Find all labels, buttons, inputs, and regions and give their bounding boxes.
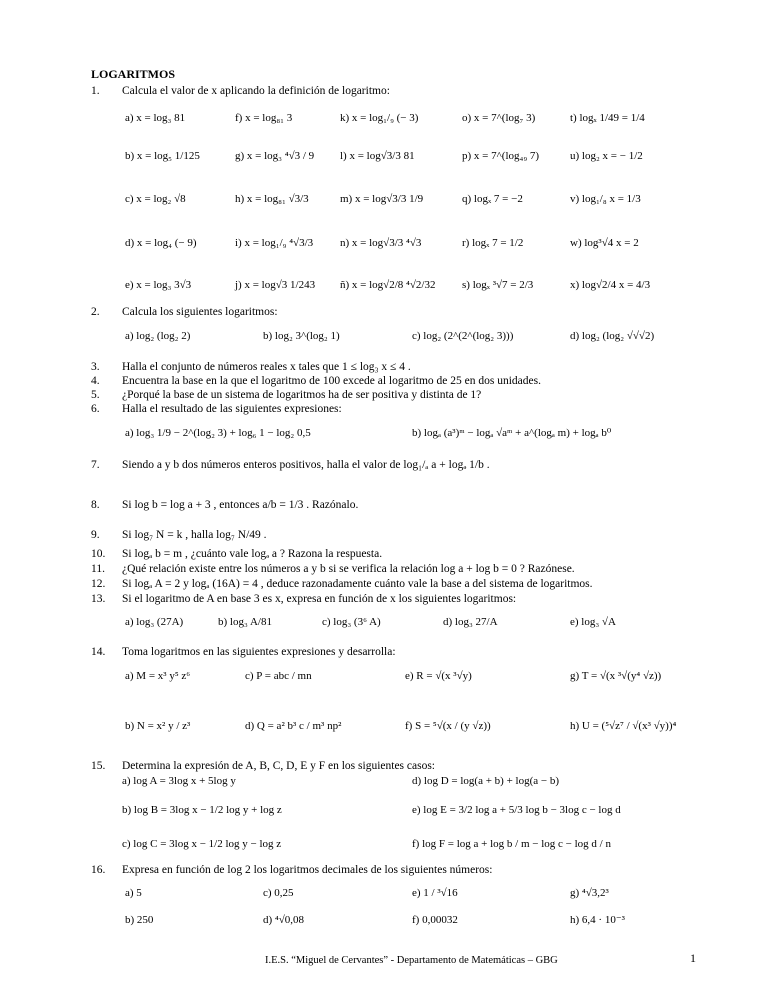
formula-item: b) N = x² y / z³ — [125, 720, 191, 732]
exercise-text: Halla el resultado de las siguientes expresiones: — [122, 403, 342, 415]
formula-item: b) 250 — [125, 914, 154, 926]
formula-item: f) S = ⁵√(x / (y √z)) — [405, 720, 491, 732]
formula-item: b) log₃ A/81 — [218, 616, 272, 628]
exercise-number: 8. — [91, 499, 100, 511]
exercise-text: Si el logaritmo de A en base 3 es x, expresa en función de x los siguientes logaritmos: — [122, 593, 517, 605]
formula-item: a) log₃ 1/9 − 2^(log₂ 3) + log₆ 1 − log₂ 0,5 — [125, 427, 311, 439]
formula-item: x) log√2/4 x = 4/3 — [570, 279, 651, 291]
formula-item: b) logₐ (a³)ᵐ − logₐ √aᵐ + a^(logₐ m) + logₐ b⁰ — [412, 427, 612, 439]
exercise-text: Calcula el valor de x aplicando la definición de logaritmo: — [122, 85, 390, 97]
document-title: LOGARITMOS — [91, 67, 176, 81]
exercise-text: Encuentra la base en la que el logaritmo de 100 excede al logaritmo de 25 en dos unidades. — [122, 375, 541, 387]
formula-item: w) log³√4 x = 2 — [570, 237, 639, 249]
formula-item: s) logₓ ³√7 = 2/3 — [462, 279, 534, 291]
formula-item: g) ⁴√3,2³ — [570, 887, 609, 899]
exercise-number: 7. — [91, 459, 100, 471]
exercise-text: Toma logaritmos en las siguientes expresiones y desarrolla: — [122, 646, 396, 658]
exercise-number: 4. — [91, 375, 100, 387]
exercise-number: 5. — [91, 389, 100, 401]
formula-item: a) log₂ (log₂ 2) — [125, 330, 191, 342]
formula-item: f) x = log₈₁ 3 — [235, 112, 293, 124]
exercise-number: 15. — [91, 760, 106, 772]
exercise-text: Expresa en función de log 2 los logaritmos decimales de los siguientes números: — [122, 864, 493, 876]
page-footer: I.E.S. “Miguel de Cervantes” - Departamento de Matemáticas – GBG — [265, 955, 558, 966]
formula-item: i) x = log₁/₉ ⁴√3/3 — [235, 237, 314, 249]
exercise-text: Si log b = log a + 3 , entonces a/b = 1/3 . Razónalo. — [122, 499, 359, 511]
formula-item: c) x = log₂ √8 — [125, 193, 186, 205]
formula-item: a) 5 — [125, 887, 142, 899]
page-number: 1 — [690, 951, 696, 965]
formula-item: t) logₓ 1/49 = 1/4 — [570, 112, 645, 124]
formula-item: a) x = log₃ 81 — [125, 112, 186, 124]
formula-item: e) log₃ √A — [570, 616, 616, 628]
formula-item: h) 6,4 · 10⁻³ — [570, 914, 625, 926]
formula-item: b) log₂ 3^(log₂ 1) — [263, 330, 340, 342]
exercise-text: Determina la expresión de A, B, C, D, E y F en los siguientes casos: — [122, 760, 436, 772]
formula-item: b) log B = 3log x − 1/2 log y + log z — [122, 804, 282, 816]
formula-item: u) log₂ x = − 1/2 — [570, 150, 643, 162]
exercise-number: 11. — [91, 563, 105, 575]
formula-item: d) log₃ 27/A — [443, 616, 498, 628]
formula-item: r) logₓ 7 = 1/2 — [462, 237, 524, 249]
formula-item: c) log₃ (3⁶ A) — [322, 616, 381, 628]
formula-item: k) x = log₁/₉ (− 3) — [340, 112, 419, 124]
exercise-text: ¿Porqué la base de un sistema de logaritmos ha de ser positiva y distinta de 1? — [122, 389, 482, 401]
exercise-text: Siendo a y b dos números enteros positivos, halla el valor de log₁/ₐ a + logₔ 1/b . — [122, 459, 490, 471]
formula-item: m) x = log√3/3 1/9 — [340, 193, 424, 205]
formula-item: v) log₁/₈ x = 1/3 — [570, 193, 641, 205]
formula-item: a) log₃ (27A) — [125, 616, 184, 628]
formula-item: p) x = 7^(log₄₉ 7) — [462, 150, 540, 162]
formula-item: e) 1 / ³√16 — [412, 887, 458, 899]
formula-item: e) x = log₃ 3√3 — [125, 279, 192, 291]
exercise-number: 6. — [91, 403, 100, 415]
formula-item: n) x = log√3/3 ⁴√3 — [340, 237, 422, 249]
formula-item: d) Q = a² b³ c / m³ np² — [245, 720, 342, 732]
formula-item: q) logₓ 7 = −2 — [462, 193, 523, 205]
formula-item: ñ) x = log√2/8 ⁴√2/32 — [340, 279, 436, 291]
formula-item: c) 0,25 — [263, 887, 294, 899]
exercise-number: 3. — [91, 361, 100, 373]
exercise-number: 13. — [91, 593, 106, 605]
formula-item: d) x = log₄ (− 9) — [125, 237, 197, 249]
formula-item: b) x = log₅ 1/125 — [125, 150, 200, 162]
exercise-number: 12. — [91, 578, 106, 590]
formula-item: g) T = √(x ³√(y⁴ √z)) — [570, 670, 662, 682]
formula-item: j) x = log√3 1/243 — [235, 279, 316, 291]
formula-item: h) U = (⁵√z⁷ / √(x³ √y))⁴ — [570, 720, 677, 732]
exercise-text: Si log₇ N = k , halla log₇ N/49 . — [122, 529, 267, 541]
exercise-number: 16. — [91, 864, 106, 876]
formula-item: d) log D = log(a + b) + log(a − b) — [412, 775, 560, 787]
exercise-text: ¿Qué relación existe entre los números a y b si se verifica la relación log a + log b = 0 ? Razónese. — [122, 563, 575, 575]
formula-item: c) log₂ (2^(2^(log₂ 3))) — [412, 330, 514, 342]
exercise-number: 9. — [91, 529, 100, 541]
exercise-number: 2. — [91, 306, 100, 318]
formula-item: c) P = abc / mn — [245, 670, 312, 682]
exercise-number: 14. — [91, 646, 106, 658]
formula-item: f) log F = log a + log b / m − log c − log d / n — [412, 838, 611, 850]
formula-item: d) log₂ (log₂ √√√2) — [570, 330, 655, 342]
formula-item: c) log C = 3log x − 1/2 log y − log z — [122, 838, 282, 850]
exercise-number: 1. — [91, 85, 100, 97]
formula-item: a) M = x³ y⁵ z⁶ — [125, 670, 191, 682]
exercise-text: Halla el conjunto de números reales x tales que 1 ≤ log₃ x ≤ 4 . — [122, 361, 411, 373]
formula-item: a) log A = 3log x + 5log y — [122, 775, 236, 787]
formula-item: l) x = log√3/3 81 — [340, 150, 415, 162]
formula-item: g) x = log₃ ⁴√3 / 9 — [235, 150, 315, 162]
formula-item: o) x = 7^(log₇ 3) — [462, 112, 536, 124]
exercise-text: Calcula los siguientes logaritmos: — [122, 306, 278, 318]
formula-item: h) x = log₈₁ √3/3 — [235, 193, 309, 205]
exercise-text: Si logₐ b = m , ¿cuánto vale logₔ a ? Razona la respuesta. — [122, 548, 383, 560]
formula-item: e) R = √(x ³√y) — [405, 670, 472, 682]
exercise-number: 10. — [91, 548, 106, 560]
formula-item: e) log E = 3/2 log a + 5/3 log b − 3log c − log d — [412, 804, 621, 816]
formula-item: d) ⁴√0,08 — [263, 914, 305, 926]
exercise-text: Si logₐ A = 2 y logₐ (16A) = 4 , deduce razonadamente cuánto vale la base a del sistema de logaritmos. — [122, 578, 593, 590]
formula-item: f) 0,00032 — [412, 914, 458, 926]
